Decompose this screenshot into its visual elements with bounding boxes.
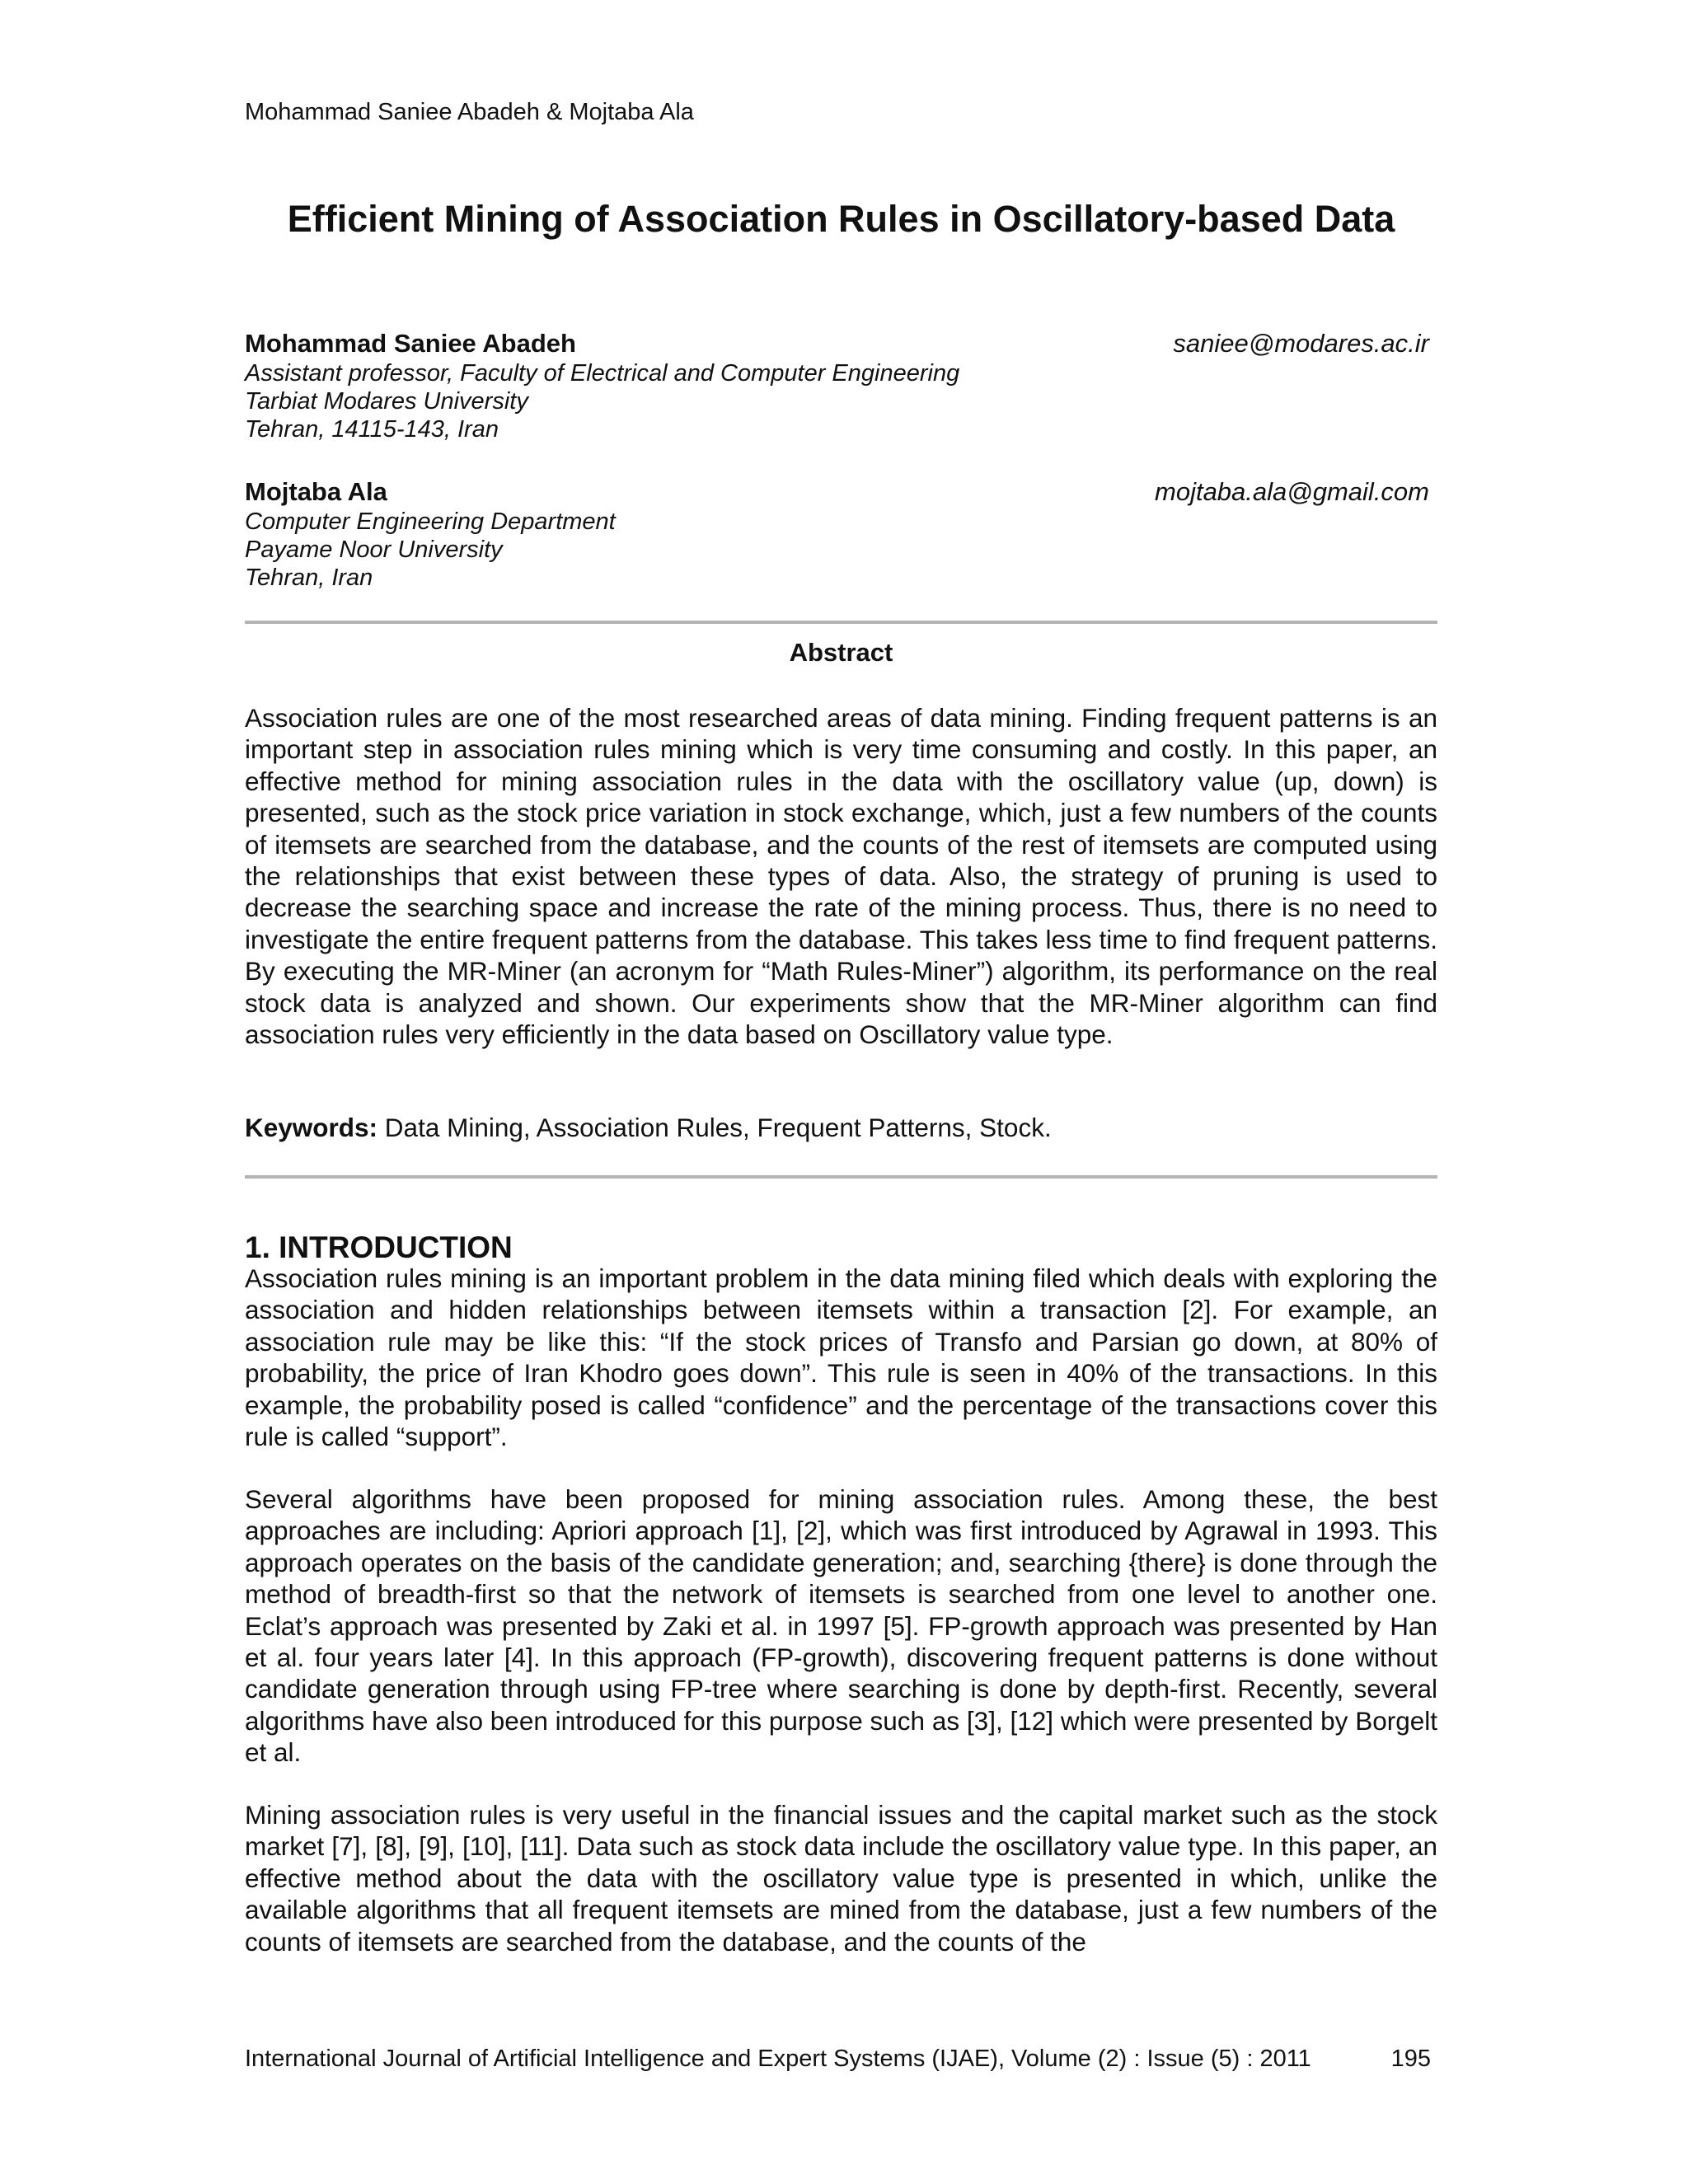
author-name: Mojtaba Ala [245, 477, 387, 506]
abstract-top-rule [245, 621, 1437, 624]
page-footer [245, 2044, 1437, 2074]
author-affiliation-line: Tehran, 14115-143, Iran [245, 416, 499, 443]
author-affiliation-line: Assistant professor, Faculty of Electrical and Computer Engineering [245, 360, 960, 387]
author-block-1 [245, 328, 1437, 443]
author-block-2 [245, 476, 1437, 592]
running-header: Mohammad Saniee Abadeh & Mojtaba Ala [245, 99, 694, 125]
footer-journal: International Journal of Artificial Intelligence and Expert Systems (IJAE), Volume (2) : Issue (5) : 2011 [245, 2046, 1311, 2072]
intro-paragraph-3: Mining association rules is very useful in the financial issues and the capital market such as the stock market [7], [8], [9], [10], [11]. Data such as stock data include the oscillatory value type. In this paper, an effective method about the data with the oscillatory value type is presented in which, unlike the available algorithms that all frequent itemsets are mined from the database, just a few numbers of the counts of itemsets are searched from the database, and the counts of the [245, 1800, 1437, 1957]
abstract-bottom-rule [245, 1175, 1437, 1179]
author-email: saniee@modares.ac.ir [1173, 329, 1429, 358]
abstract-text: Association rules are one of the most researched areas of data mining. Finding frequent patterns is an important step in association rules mining which is very time consuming and costly. In this paper, an effective method for mining association rules in the data with the oscillatory value (up, down) is presented, such as the stock price variation in stock exchange, which, just a few numbers of the counts of itemsets are searched from the database, and the counts of the rest of itemsets are computed using the relationships that exist between these types of data. Also, the strategy of pruning is used to decrease the searching space and increase the rate of the mining process. Thus, there is no need to investigate the entire frequent patterns from the database. This takes less time to find frequent patterns. By executing the MR-Miner (an acronym for “Math Rules-Miner”) algorithm, its performance on the real stock data is analyzed and shown. Our experiments show that the MR-Miner algorithm can find association rules very efficiently in the data based on Oscillatory value type. [245, 703, 1437, 1050]
keywords [245, 1112, 1437, 1143]
intro-paragraph-2: Several algorithms have been proposed for mining association rules. Among these, the best approaches are including: Apriori approach [1], [2], which was first introduced by Agrawal in 1993. This approach operates on the basis of the candidate generation; and, searching {there} is done through the method of breadth-first so that the network of itemsets is searched from one level to another one. Eclat’s approach was presented by Zaki et al. in 1997 [5]. FP-growth approach was presented by Han et al. four years later [4]. In this approach (FP-growth), discovering frequent patterns is done without candidate generation through using FP-tree where searching is done by depth-first. Recently, several algorithms have also been introduced for this purpose such as [3], [12] which were presented by Borgelt et al. [245, 1484, 1437, 1768]
keywords-text: Data Mining, Association Rules, Frequent Patterns, Stock. [377, 1113, 1052, 1142]
author-email: mojtaba.ala@gmail.com [1155, 477, 1429, 506]
section-heading-introduction: 1. INTRODUCTION [245, 1230, 513, 1264]
paper-title: Efficient Mining of Association Rules in Oscillatory-based Data [287, 198, 1395, 240]
author-affiliation-line: Payame Noor University [245, 537, 503, 563]
intro-paragraph-1: Association rules mining is an important problem in the data mining filed which deals with exploring the association and hidden relationships between itemsets within a transaction [2]. For example, an association rule may be like this: “If the stock prices of Transfo and Parsian go down, at 80% of probability, the price of Iran Khodro goes down”. This rule is seen in 40% of the transactions. In this example, the probability posed is called “confidence” and the percentage of the transactions cover this rule is called “support”. [245, 1263, 1437, 1452]
author-affiliation-line: Tehran, Iran [245, 565, 373, 591]
author-affiliation-line: Tarbiat Modares University [245, 388, 528, 415]
abstract-heading: Abstract [789, 638, 893, 667]
keywords-label: Keywords: [245, 1113, 378, 1142]
page-number: 195 [1390, 2046, 1431, 2072]
author-affiliation-line: Computer Engineering Department [245, 509, 616, 535]
author-name: Mohammad Saniee Abadeh [245, 329, 576, 358]
